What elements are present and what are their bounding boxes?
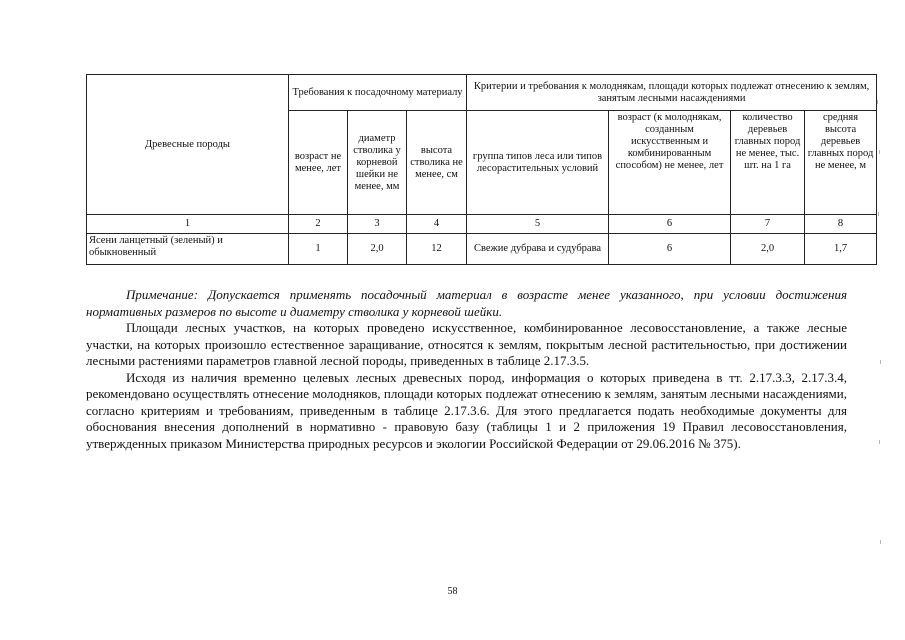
page-number: 58 [447,586,458,597]
header-average-height: средняя высота деревьев главных пород не менее, м [805,111,877,215]
column-number: 4 [407,215,467,234]
column-number: 1 [87,215,289,234]
table-row [87,234,877,265]
scan-artifact [880,360,881,364]
scan-artifact [879,150,880,154]
cell-species: Ясени ланцетный (зеленый) и обыкновенный [87,234,289,265]
cell-young-age: 6 [609,234,731,265]
header-forest-type: группа типов леса или типов лесорастительных условий [467,111,609,215]
header-young-stand-criteria: Критерии и требования к молоднякам, площади которых подлежат отнесению к землям, занятым лесными насаждениями [467,75,877,111]
table-column-numbers-row [87,215,877,234]
column-number: 7 [731,215,805,234]
cell-tree-count: 2,0 [731,234,805,265]
header-age: возраст не менее, лет [289,111,348,215]
scan-artifact [879,440,880,444]
header-tree-count: количество деревьев главных пород не менее, тыс. шт. на 1 га [731,111,805,215]
header-diameter: диаметр стволика у корневой шейки не менее, мм [348,111,407,215]
paragraph-target-species: Исходя из наличия временно целевых лесных древесных пород, информация о которых приведена в тт. 2.17.3.3, 2.17.3.4, рекомендовано осуществлять отнесение молодняков, площади которых подлежат отнесению к землям, занятым лесными насаждениями, согласно критериям и требованиям, приведенным в таблице 2.17.3.6. Для этого предлагается подать необходимые документы для обоснования внесения дополнений в нормативно - правовую базу (таблицы 1 и 2 приложения 19 Правил лесовосстановления, утвержденных приказом Министерства природных ресурсов и экологии Российской Федерации от 29.06.2016 № 375). [86,369,847,451]
scan-artifact [877,100,878,104]
table-header-row-1 [87,75,877,111]
header-planting-material: Требования к посадочному материалу [289,75,467,111]
body-text [86,287,847,452]
table-note: Примечание: Допускается применять посадочный материал в возрасте менее указанного, при условии достижения нормативных размеров по высоте и диаметру стволика у корневой шейки. [86,287,847,319]
column-number: 5 [467,215,609,234]
cell-age: 1 [289,234,348,265]
header-height: высота стволика не менее, см [407,111,467,215]
cell-average-height: 1,7 [805,234,877,265]
header-young-age: возраст (к молоднякам, созданным искусственным и комбинированным способом) не менее, лет [609,111,731,215]
requirements-table [86,74,877,265]
cell-forest-type: Свежие дубрава и судубрава [467,234,609,265]
paragraph-land-areas: Площади лесных участков, на которых проведено искусственное, комбинированное лесовосстановление, а также лесные участки, на которых произошло естественное заращивание, относятся к землям, покрытым лесной растительностью, при достижении лесными растениями параметров главной лесной породы, приведенных в таблице 2.17.3.5. [86,320,847,368]
scan-artifact [878,212,879,216]
cell-height: 12 [407,234,467,265]
cell-diameter: 2,0 [348,234,407,265]
scan-artifact [880,540,881,544]
header-species: Древесные породы [87,75,289,215]
column-number: 8 [805,215,877,234]
column-number: 2 [289,215,348,234]
column-number: 6 [609,215,731,234]
column-number: 3 [348,215,407,234]
